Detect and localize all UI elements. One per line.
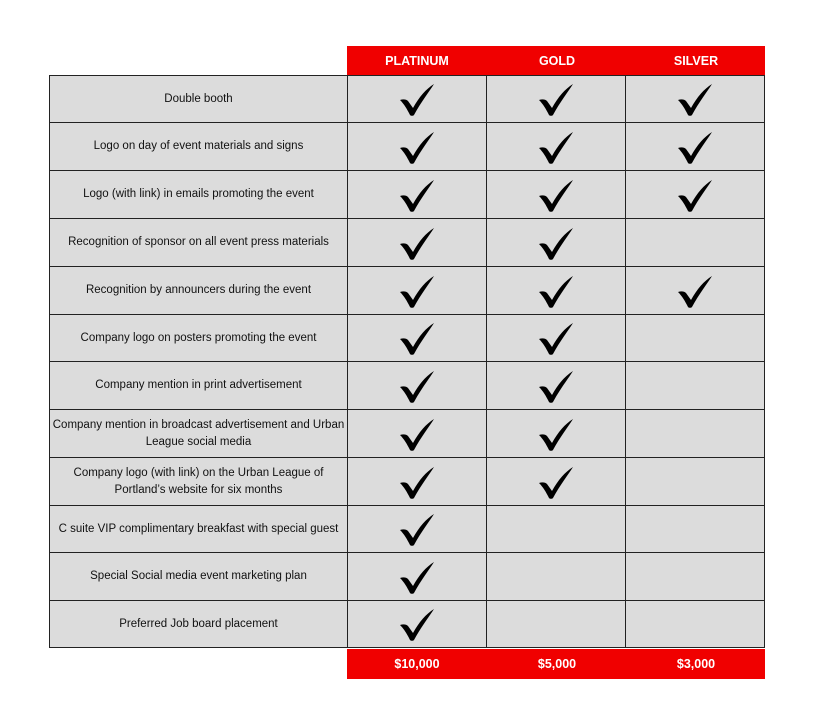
- tier-silver-cell: [626, 601, 765, 648]
- feature-label: C suite VIP complimentary breakfast with special guest: [50, 506, 348, 553]
- feature-label: Logo (with link) in emails promoting the event: [50, 171, 348, 219]
- price-row: [347, 649, 765, 679]
- feature-label: Company logo on posters promoting the event: [50, 315, 348, 362]
- checkmark-icon: [348, 513, 486, 547]
- checkmark-icon: [348, 179, 486, 213]
- tier-platinum-cell: [348, 123, 487, 171]
- tier-gold-cell: [487, 458, 626, 506]
- feature-label: Special Social media event marketing plan: [50, 553, 348, 601]
- checkmark-icon: [487, 418, 625, 452]
- tier-gold-cell: [487, 171, 626, 219]
- tier-silver-cell: [626, 410, 765, 458]
- checkmark-icon: [626, 275, 764, 309]
- tier-platinum-cell: [348, 553, 487, 601]
- tier-platinum-cell: [348, 601, 487, 648]
- checkmark-icon: [348, 466, 486, 500]
- tier-gold-cell: [487, 219, 626, 267]
- tier-gold-cell: [487, 267, 626, 315]
- tier-platinum-cell: [348, 267, 487, 315]
- price-silver: $3,000: [676, 657, 716, 671]
- tier-silver-cell: [626, 171, 765, 219]
- tier-platinum-header: PLATINUM: [385, 53, 449, 68]
- tier-platinum-cell: [348, 171, 487, 219]
- tier-platinum-cell: [348, 458, 487, 506]
- table-row: [50, 315, 765, 362]
- table-row: [50, 76, 765, 123]
- tier-platinum-cell: [348, 315, 487, 362]
- table-row: [50, 219, 765, 267]
- checkmark-icon: [487, 322, 625, 356]
- price-gold: $5,000: [537, 657, 577, 671]
- checkmark-icon: [626, 179, 764, 213]
- tier-gold-cell: [487, 362, 626, 410]
- tier-gold-cell: [487, 410, 626, 458]
- table-row: [50, 123, 765, 171]
- table-row: [50, 458, 765, 506]
- checkmark-icon: [348, 418, 486, 452]
- checkmark-icon: [487, 466, 625, 500]
- tier-silver-header: SILVER: [673, 53, 719, 68]
- feature-label: Recognition by announcers during the event: [50, 267, 348, 315]
- feature-label: Company mention in broadcast advertisement and Urban League social media: [50, 410, 348, 458]
- checkmark-icon: [348, 131, 486, 165]
- tier-gold-cell: [487, 601, 626, 648]
- checkmark-icon: [487, 370, 625, 404]
- tier-silver-cell: [626, 315, 765, 362]
- tier-platinum-cell: [348, 410, 487, 458]
- table-row: [50, 553, 765, 601]
- tier-silver-cell: [626, 458, 765, 506]
- tier-platinum-cell: [348, 76, 487, 123]
- tier-silver-cell: [626, 76, 765, 123]
- checkmark-icon: [487, 83, 625, 117]
- checkmark-icon: [348, 322, 486, 356]
- tier-silver-cell: [626, 506, 765, 553]
- sponsorship-benefits-table: [49, 75, 765, 648]
- feature-label: Preferred Job board placement: [50, 601, 348, 648]
- checkmark-icon: [348, 275, 486, 309]
- checkmark-icon: [487, 131, 625, 165]
- table-row: [50, 410, 765, 458]
- tier-platinum-cell: [348, 362, 487, 410]
- checkmark-icon: [626, 83, 764, 117]
- tier-platinum-cell: [348, 219, 487, 267]
- tier-silver-cell: [626, 553, 765, 601]
- feature-label: Company mention in print advertisement: [50, 362, 348, 410]
- tier-platinum-cell: [348, 506, 487, 553]
- checkmark-icon: [348, 561, 486, 595]
- tier-silver-cell: [626, 267, 765, 315]
- tier-header-row: [347, 46, 765, 75]
- tier-silver-cell: [626, 123, 765, 171]
- tier-gold-cell: [487, 553, 626, 601]
- tier-gold-cell: [487, 315, 626, 362]
- table-row: [50, 171, 765, 219]
- table-row: [50, 601, 765, 648]
- tier-silver-cell: [626, 219, 765, 267]
- feature-label: Double booth: [50, 76, 348, 123]
- table-row: [50, 362, 765, 410]
- checkmark-icon: [487, 179, 625, 213]
- checkmark-icon: [348, 227, 486, 261]
- checkmark-icon: [348, 370, 486, 404]
- checkmark-icon: [348, 83, 486, 117]
- tier-gold-cell: [487, 123, 626, 171]
- checkmark-icon: [487, 227, 625, 261]
- tier-gold-cell: [487, 506, 626, 553]
- tier-gold-cell: [487, 76, 626, 123]
- tier-silver-cell: [626, 362, 765, 410]
- table-row: [50, 267, 765, 315]
- price-platinum: $10,000: [394, 657, 440, 671]
- checkmark-icon: [626, 131, 764, 165]
- feature-label: Company logo (with link) on the Urban League of Portland’s website for six months: [50, 458, 348, 506]
- tier-gold-header: GOLD: [538, 53, 576, 68]
- checkmark-icon: [348, 608, 486, 642]
- checkmark-icon: [487, 275, 625, 309]
- feature-label: Recognition of sponsor on all event press materials: [50, 219, 348, 267]
- table-row: [50, 506, 765, 553]
- feature-label: Logo on day of event materials and signs: [50, 123, 348, 171]
